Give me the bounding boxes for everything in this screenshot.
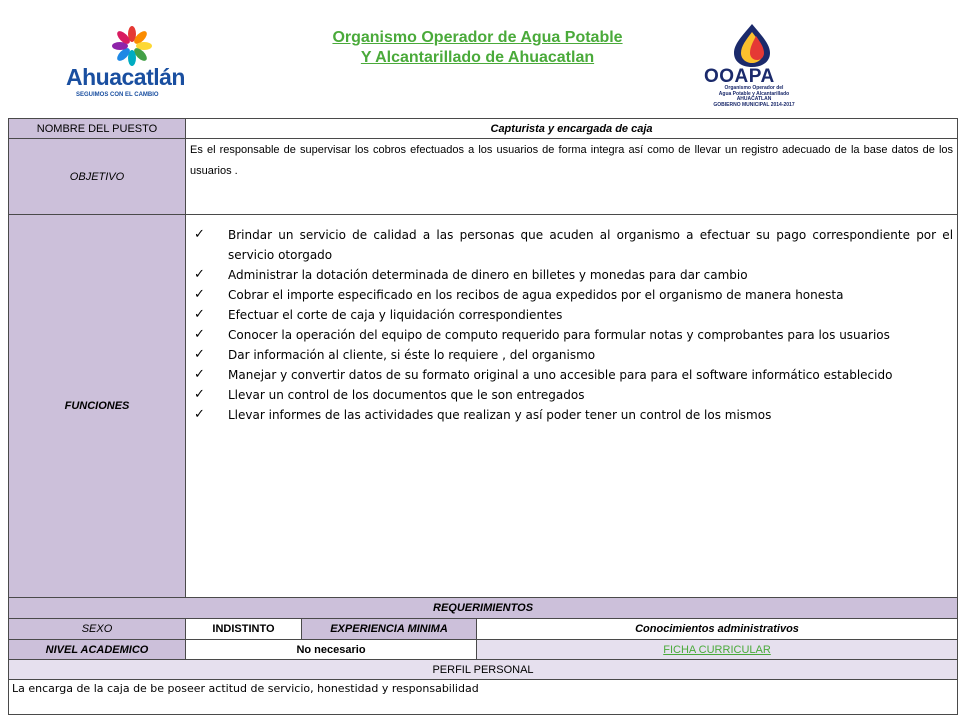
experiencia-label: EXPERIENCIA MINIMA <box>302 619 477 640</box>
puesto-label: NOMBRE DEL PUESTO <box>9 119 186 139</box>
ahuacatlan-logo <box>58 26 206 102</box>
title-line-1: Organismo Operador de Agua Potable <box>332 29 623 46</box>
nivel-value: No necesario <box>186 640 477 660</box>
ooapa-sub-line: Organismo Operador del <box>724 85 784 91</box>
list-item <box>194 345 953 365</box>
requerimientos-row <box>9 598 958 619</box>
list-item <box>194 365 953 385</box>
funciones-cell <box>186 215 958 598</box>
ooapa-sub-line: Agua Potable y Alcantarillado <box>718 90 790 97</box>
page-title <box>240 28 715 68</box>
perfil-text: La encarga de la caja de be poseer actitud de servicio, honestidad y responsabilidad <box>9 680 958 715</box>
list-item <box>194 385 953 405</box>
ficha-curricular-link[interactable]: FICHA CURRICULAR <box>663 643 771 656</box>
ahuacatlan-slogan: SEGUIMOS CON EL CAMBIO <box>76 92 159 98</box>
ooapa-logo-text: OOAPA <box>704 66 775 87</box>
title-line-2: Y Alcantarillado de Ahuacatlan <box>360 49 595 66</box>
ooapa-sub-line: AHUACATLAN <box>736 96 772 102</box>
perfil-label: PERFIL PERSONAL <box>9 660 958 680</box>
nivel-row <box>9 640 958 660</box>
checkmark-icon: ✓ <box>194 407 205 422</box>
ooapa-logo <box>700 22 800 108</box>
list-item <box>194 405 953 425</box>
checkmark-icon: ✓ <box>194 267 205 282</box>
perfil-row <box>9 660 958 680</box>
nivel-label: NIVEL ACADEMICO <box>9 640 186 660</box>
funciones-label: FUNCIONES <box>9 215 186 598</box>
funcion-text: Cobrar el importe especificado en los recibos de agua expedidos por el organismo de manera honesta <box>228 288 844 302</box>
page-header <box>0 0 960 118</box>
funcion-text: Dar información al cliente, si éste lo requiere , del organismo <box>228 348 596 362</box>
funcion-text: Brindar un servicio de calidad a las personas que acuden al organismo a efectuar su pago correspondiente por el servicio otorgado <box>228 228 954 262</box>
list-item <box>194 265 953 285</box>
objetivo-row <box>9 139 958 215</box>
sexo-value: INDISTINTO <box>186 619 302 640</box>
funciones-row <box>9 215 958 598</box>
checkmark-icon: ✓ <box>194 367 205 382</box>
objetivo-text: Es el responsable de supervisar los cobros efectuados a los usuarios de forma integra así como de llevar un registro adecuado de la base datos de los usuarios . <box>186 139 958 215</box>
funcion-text: Conocer la operación del equipo de computo requerido para formular notas y comprobantes para los usuarios <box>228 328 890 342</box>
ooapa-sub-line: GOBIERNO MUNICIPAL 2014-2017 <box>713 101 795 108</box>
ooapa-subtitle <box>706 86 802 108</box>
funciones-list <box>194 225 953 425</box>
flower-emblem-icon <box>108 26 156 66</box>
list-item <box>194 285 953 305</box>
checkmark-icon: ✓ <box>194 227 205 242</box>
checkmark-icon: ✓ <box>194 287 205 302</box>
perfil-text-row <box>9 680 958 715</box>
funcion-text: Llevar informes de las actividades que realizan y así poder tener un control de los mismos <box>228 408 772 422</box>
ficha-cell <box>477 640 958 660</box>
checkmark-icon: ✓ <box>194 347 205 362</box>
experiencia-value: Conocimientos administrativos <box>477 619 958 640</box>
sexo-row <box>9 619 958 640</box>
list-item <box>194 225 953 265</box>
job-description-table <box>8 118 958 715</box>
checkmark-icon: ✓ <box>194 387 205 402</box>
funcion-text: Llevar un control de los documentos que le son entregados <box>228 388 585 402</box>
puesto-row <box>9 119 958 139</box>
ahuacatlan-logo-text: Ahuacatlán <box>66 64 185 90</box>
list-item <box>194 305 953 325</box>
funcion-text: Efectuar el corte de caja y liquidación correspondientes <box>228 308 563 322</box>
checkmark-icon: ✓ <box>194 327 205 342</box>
funcion-text: Manejar y convertir datos de su formato original a uno accesible para para el software informático establecido <box>228 368 893 382</box>
objetivo-label: OBJETIVO <box>9 139 186 215</box>
checkmark-icon: ✓ <box>194 307 205 322</box>
puesto-value: Capturista y encargada de caja <box>186 119 958 139</box>
funcion-text: Administrar la dotación determinada de dinero en billetes y monedas para dar cambio <box>228 268 748 282</box>
sexo-label: SEXO <box>9 619 186 640</box>
requerimientos-label: REQUERIMIENTOS <box>9 598 958 619</box>
list-item <box>194 325 953 345</box>
drop-emblem-icon <box>722 22 782 68</box>
